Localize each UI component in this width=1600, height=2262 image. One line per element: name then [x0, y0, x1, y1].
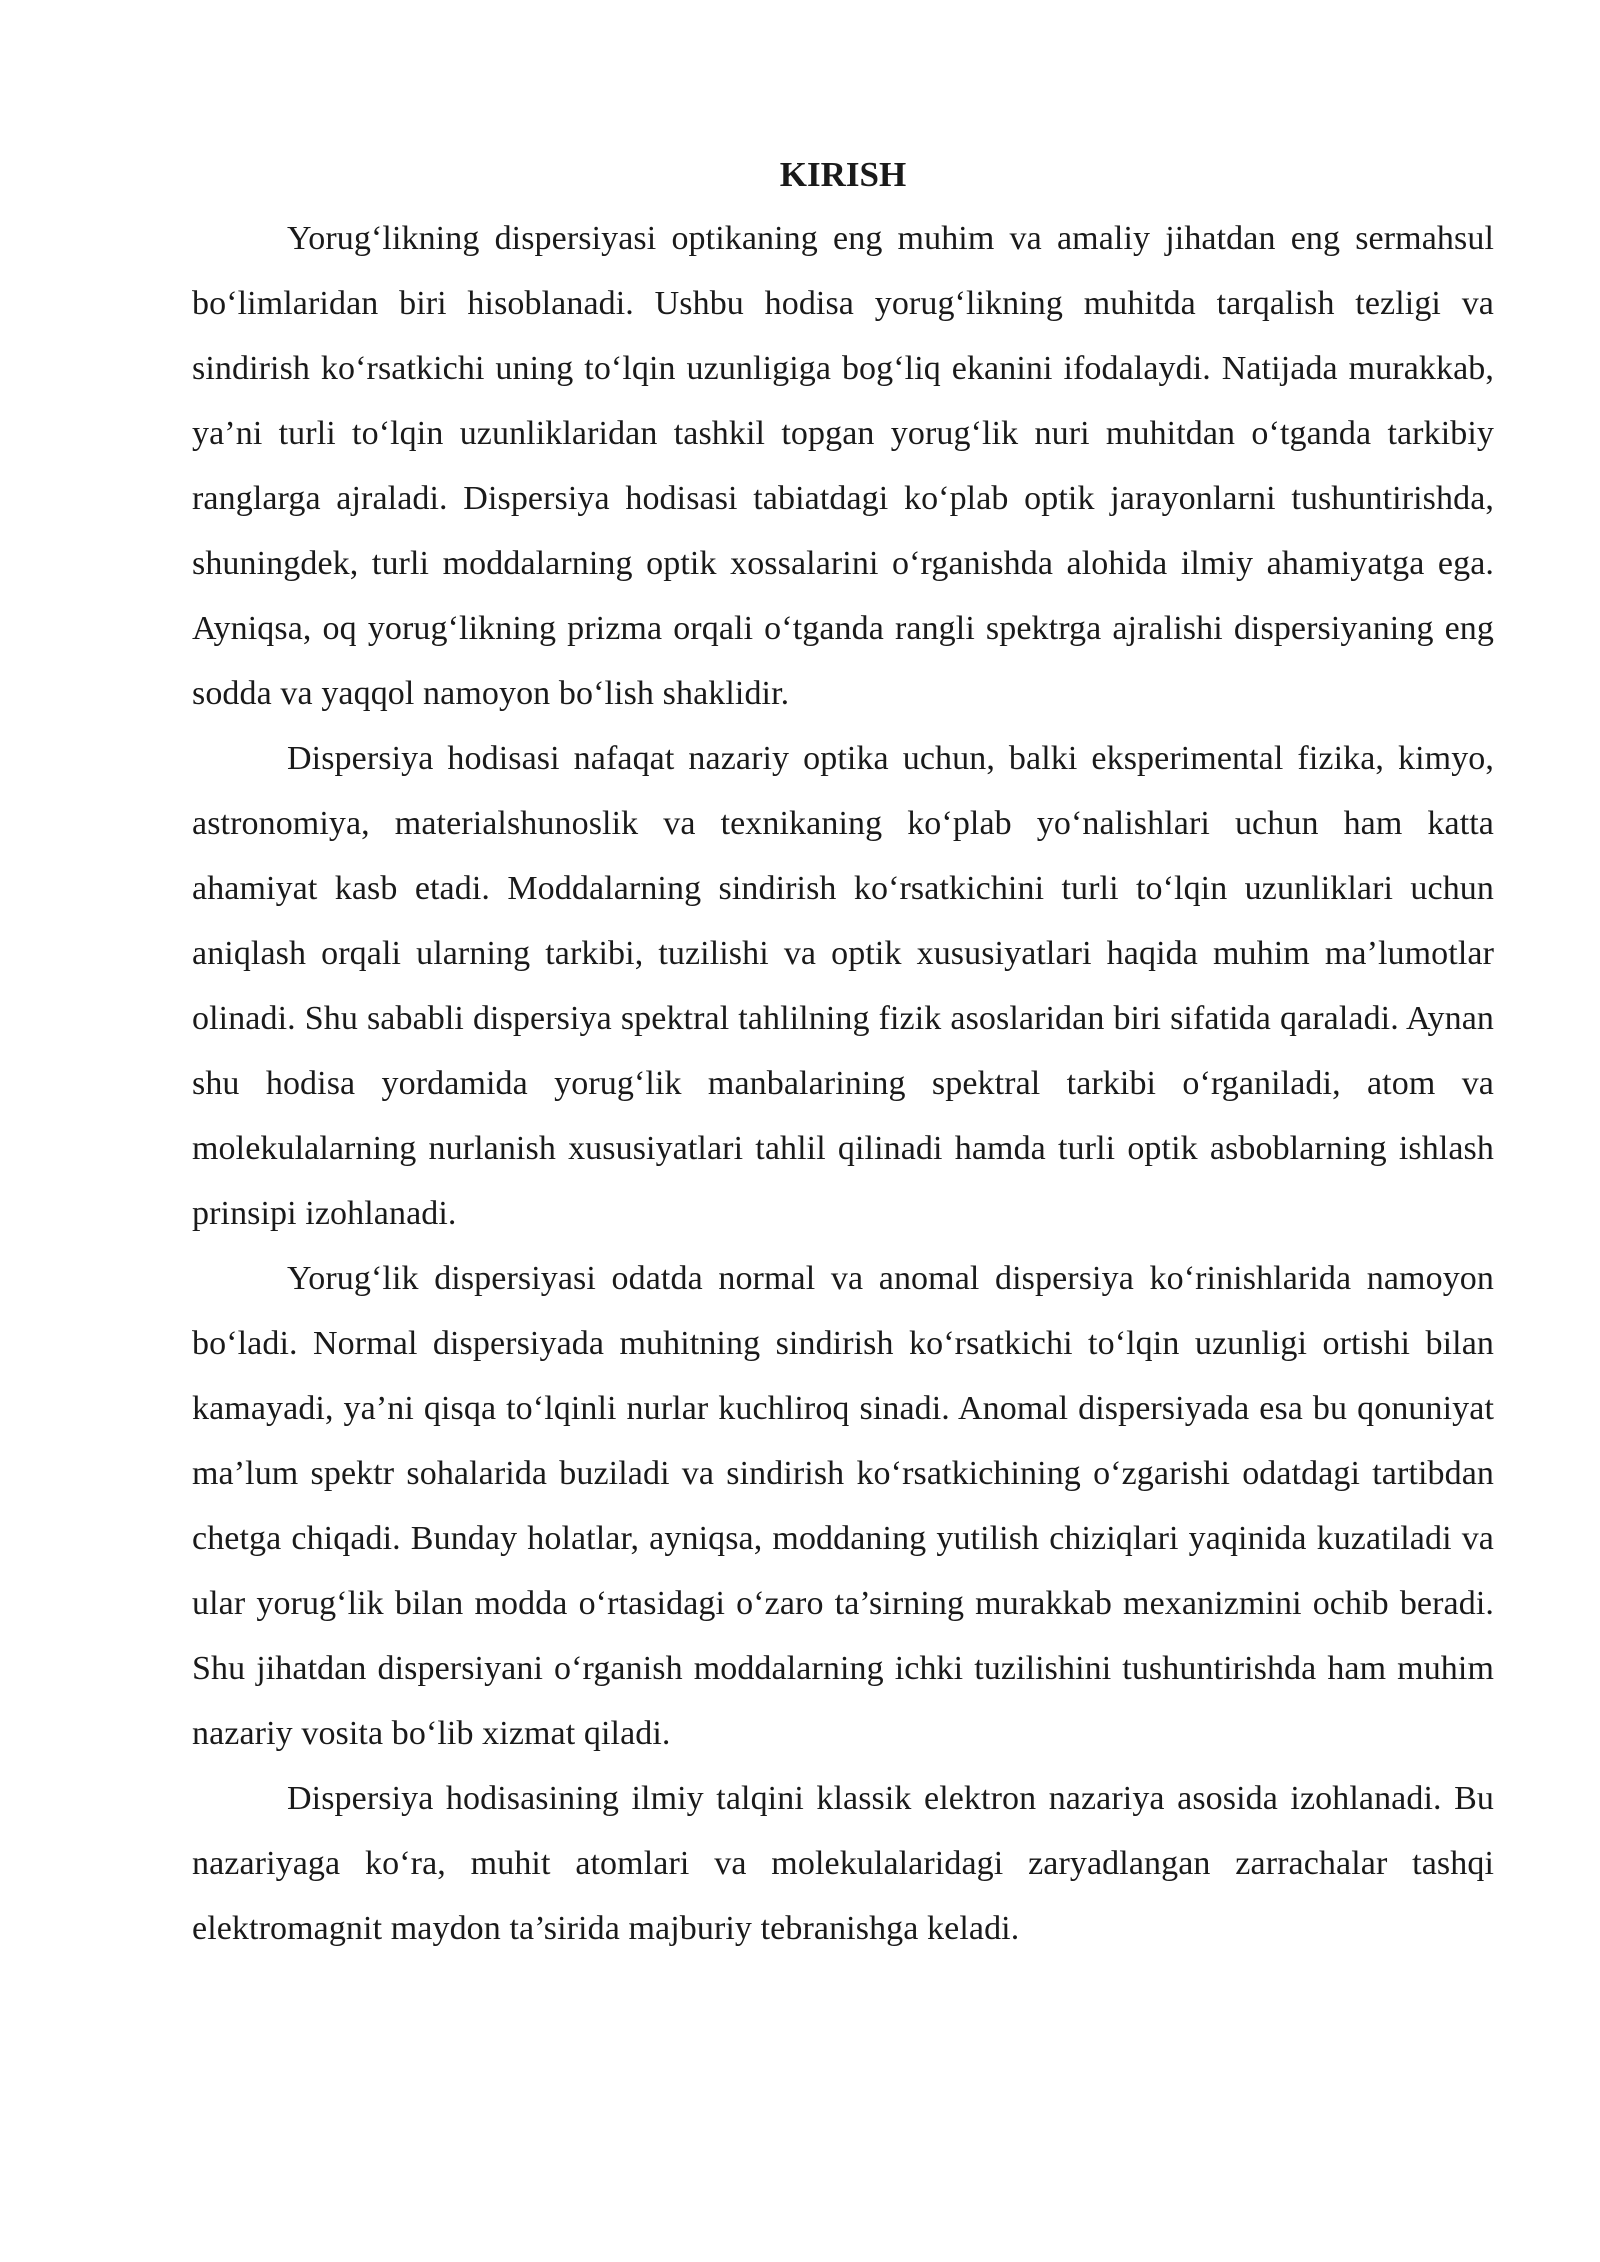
document-page	[192, 150, 1494, 1961]
paragraph-2: Dispersiya hodisasi nafaqat nazariy optika uchun, balki eksperimental fizika, kimyo, astronomiya, materialshunoslik va texnikaning ko‘plab yo‘nalishlari uchun ham katta ahamiyat kasb etadi. Moddalarning sindirish ko‘rsatkichini turli to‘lqin uzunliklari uchun aniqlash orqali ularning tarkibi, tuzilishi va optik xususiyatlari haqida muhim ma’lumotlar olinadi. Shu sababli dispersiya spektral tahlilning fizik asoslaridan biri sifatida qaraladi. Aynan shu hodisa yordamida yorug‘lik manbalarining spektral tarkibi o‘rganiladi, atom va molekulalarning nurlanish xususiyatlari tahlil qilinadi hamda turli optik asboblarning ishlash prinsipi izohlanadi.	[192, 740, 1494, 1232]
document-title: KIRISH	[779, 155, 907, 194]
paragraph-4: Dispersiya hodisasining ilmiy talqini klassik elektron nazariya asosida izohlanadi. Bu nazariyaga ko‘ra, muhit atomlari va molekulalaridagi zaryadlangan zarrachalar tashqi elektromagnit maydon ta’sirida majburiy tebranishga keladi.	[192, 1780, 1494, 1947]
paragraph-3: Yorug‘lik dispersiyasi odatda normal va anomal dispersiya ko‘rinishlarida namoyon bo‘ladi. Normal dispersiyada muhitning sindirish ko‘rsatkichi to‘lqin uzunligi ortishi bilan kamayadi, ya’ni qisqa to‘lqinli nurlar kuchliroq sinadi. Anomal dispersiyada esa bu qonuniyat ma’lum spektr sohalarida buziladi va sindirish ko‘rsatkichining o‘zgarishi odatdagi tartibdan chetga chiqadi. Bunday holatlar, ayniqsa, moddaning yutilish chiziqlari yaqinida kuzatiladi va ular yorug‘lik bilan modda o‘rtasidagi o‘zaro ta’sirning murakkab mexanizmini ochib beradi. Shu jihatdan dispersiyani o‘rganish moddalarning ichki tuzilishini tushuntirishda ham muhim nazariy vosita bo‘lib xizmat qiladi.	[192, 1260, 1494, 1752]
paragraph-1: Yorug‘likning dispersiyasi optikaning eng muhim va amaliy jihatdan eng sermahsul bo‘limlaridan biri hisoblanadi. Ushbu hodisa yorug‘likning muhitda tarqalish tezligi va sindirish ko‘rsatkichi uning to‘lqin uzunligiga bog‘liq ekanini ifodalaydi. Natijada murakkab, ya’ni turli to‘lqin uzunliklaridan tashkil topgan yorug‘lik nuri muhitdan o‘tganda tarkibiy ranglarga ajraladi. Dispersiya hodisasi tabiatdagi ko‘plab optik jarayonlarni tushuntirishda, shuningdek, turli moddalarning optik xossalarini o‘rganishda alohida ilmiy ahamiyatga ega. Ayniqsa, oq yorug‘likning prizma orqali o‘tganda rangli spektrga ajralishi dispersiyaning eng sodda va yaqqol namoyon bo‘lish shaklidir.	[192, 220, 1494, 712]
